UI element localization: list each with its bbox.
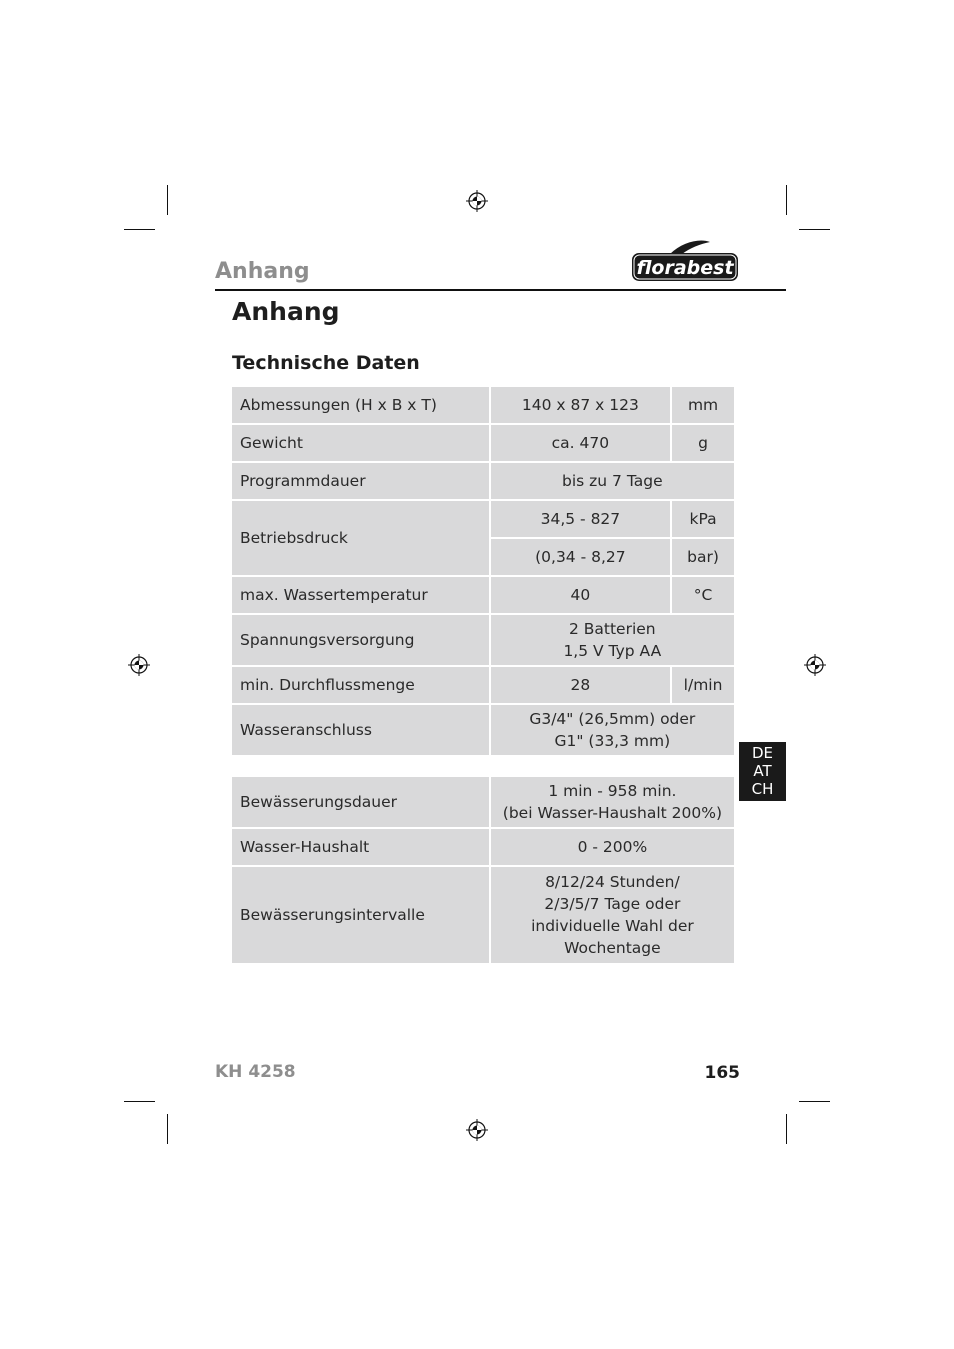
header-rule <box>215 289 786 291</box>
table-cell-unit: mm <box>672 387 734 423</box>
table-cell-unit: g <box>672 425 734 461</box>
registration-mark-icon <box>466 1119 488 1141</box>
page-number: 165 <box>704 1063 740 1083</box>
table-cell-value <box>491 777 734 827</box>
table-cell-label: Gewicht <box>232 425 489 461</box>
table-row <box>232 425 734 461</box>
table-cell-unit: °C <box>672 577 734 613</box>
table-row <box>232 829 734 865</box>
florabest-logo <box>630 240 740 284</box>
table-cell-unit: l/min <box>672 667 734 703</box>
language-code: CH <box>751 780 774 798</box>
table-row <box>232 387 734 423</box>
value-line: Wochentage <box>564 939 661 957</box>
svg-text:florabest: florabest <box>636 257 734 279</box>
value-line: 1,5 V Typ AA <box>563 642 662 660</box>
table-cell-value <box>491 615 734 665</box>
value-line: (bei Wasser-Haushalt 200%) <box>502 804 722 822</box>
crop-mark <box>786 1114 787 1144</box>
table-row <box>232 577 734 613</box>
registration-mark-icon <box>466 190 488 212</box>
technical-data-table <box>230 385 736 757</box>
table-row <box>232 615 734 665</box>
crop-mark <box>799 1101 830 1102</box>
value-line: individuelle Wahl der <box>531 917 694 935</box>
value-line: 8/12/24 Stunden/ <box>545 873 680 891</box>
table-cell-value: 40 <box>491 577 670 613</box>
technical-data-table-2 <box>230 775 736 965</box>
table-cell-label: Betriebsdruck <box>232 501 489 575</box>
table-cell-unit: kPa <box>672 501 734 537</box>
table-cell-value <box>491 705 734 755</box>
value-line: G3/4" (26,5mm) oder <box>529 710 696 728</box>
value-line: 2 Batterien <box>568 620 656 638</box>
crop-mark <box>167 185 168 215</box>
table-cell-unit: bar) <box>672 539 734 575</box>
table-cell-value: 34,5 - 827 <box>491 501 670 537</box>
page-title: Anhang <box>232 297 340 326</box>
registration-mark-icon <box>804 654 826 676</box>
table-row <box>232 777 734 827</box>
crop-mark <box>786 185 787 215</box>
table-cell-value: (0,34 - 8,27 <box>491 539 670 575</box>
table-cell-label: max. Wassertemperatur <box>232 577 489 613</box>
crop-mark <box>124 229 155 230</box>
language-code: AT <box>753 762 772 780</box>
table-cell-value: bis zu 7 Tage <box>491 463 734 499</box>
table-row <box>232 463 734 499</box>
table-cell-value: ca. 470 <box>491 425 670 461</box>
footer-model-number: KH 4258 <box>215 1062 296 1082</box>
table-cell-label: min. Durchflussmenge <box>232 667 489 703</box>
crop-mark <box>124 1101 155 1102</box>
table-row <box>232 705 734 755</box>
value-line: 2/3/5/7 Tage oder <box>544 895 681 913</box>
table-cell-value <box>491 867 734 963</box>
table-cell-label: Programmdauer <box>232 463 489 499</box>
table-cell-value: 0 - 200% <box>491 829 734 865</box>
crop-mark <box>799 229 830 230</box>
table-cell-label: Abmessungen (H x B x T) <box>232 387 489 423</box>
table-cell-label: Wasseranschluss <box>232 705 489 755</box>
table-row <box>232 667 734 703</box>
registration-mark-icon <box>128 654 150 676</box>
table-cell-value: 140 x 87 x 123 <box>491 387 670 423</box>
value-line: G1" (33,3 mm) <box>554 732 671 750</box>
table-cell-label: Wasser-Haushalt <box>232 829 489 865</box>
table-row <box>232 867 734 963</box>
section-title: Technische Daten <box>232 352 420 374</box>
crop-mark <box>167 1114 168 1144</box>
table-cell-label: Spannungsversorgung <box>232 615 489 665</box>
header-section-label: Anhang <box>215 259 310 284</box>
language-tab <box>739 742 786 801</box>
table-cell-value: 28 <box>491 667 670 703</box>
language-code: DE <box>751 744 774 762</box>
table-cell-label: Bewässerungsintervalle <box>232 867 489 963</box>
value-line: 1 min - 958 min. <box>548 782 677 800</box>
table-row <box>232 501 734 537</box>
table-cell-label: Bewässerungsdauer <box>232 777 489 827</box>
